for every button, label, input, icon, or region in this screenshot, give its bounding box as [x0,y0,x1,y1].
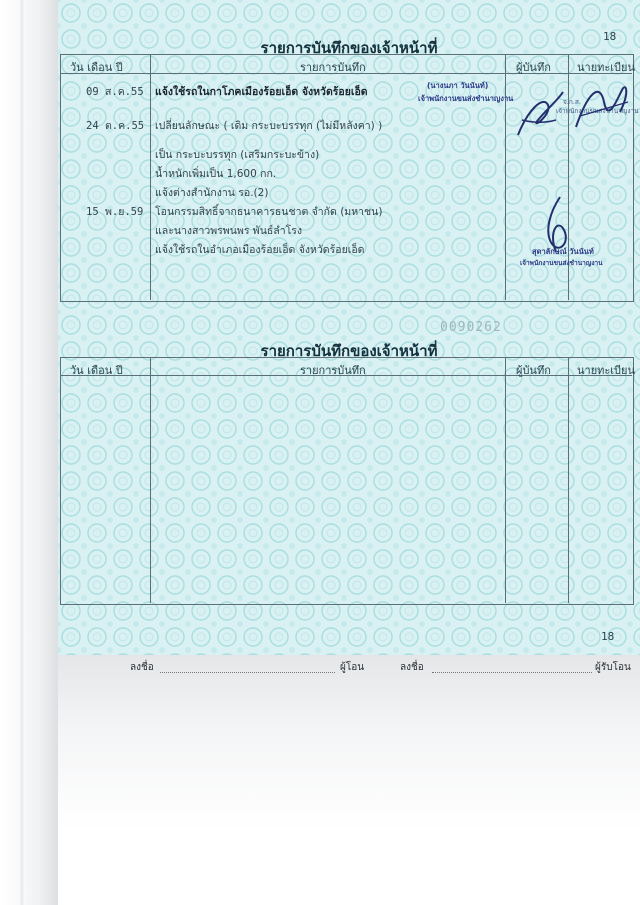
transfer-stamp-title: เจ้าพนักงานขนส่งชำนาญงาน [520,259,603,267]
bottom-col-divider-1 [150,357,151,603]
entry-text: น้ำหนักเพิ่มเป็น 1,600 กก. [155,168,277,180]
entry-date: 24 ต.ค.55 [86,120,145,132]
entry-text: โอนกรรมสิทธิ์จากธนาคารธนชาต จำกัด (มหาชน) [155,206,383,218]
entry-text: เป็น กระบะบรรทุก (เสริมกระบะข้าง) [155,149,320,161]
header-record: รายการบันทึก [300,364,366,377]
top-panel-title: รายการบันทึกของเจ้าหน้าที่ [260,39,438,57]
footer-dotted-line [432,672,592,673]
officer-stamp-title: เจ้าพนักงานขนส่งชำนาญงาน [418,94,514,103]
header-recorder: ผู้บันทึก [516,61,551,74]
entry-date: 15 พ.ย.59 [86,206,144,218]
serial-fragment: 0090262 [440,320,502,335]
entry-text: แจ้งใช้รถในอำเภอเมืองร้อยเอ็ด จังหวัดร้อยเอ็ด [155,244,365,256]
entry-text: เปลี่ยนลักษณะ ( เดิม กระบะบรรทุก (ไม่มีหลังคา) ) [155,120,383,132]
header-recorder: ผู้บันทึก [516,364,551,377]
scan-edge [0,0,62,905]
page-number: 18 [603,30,617,43]
recorder-signature [508,80,568,150]
top-col-divider-1 [150,54,151,300]
header-date: วัน เดือน ปี [70,364,123,377]
bottom-page-number: 18 [601,630,615,643]
registrar-stamp-line1: จ.ก.ส. [563,98,581,106]
officer-stamp-name: (นางนภา วันนันท์) [427,81,489,90]
scan-streak [18,0,26,905]
entry-text: แจ้งใช้รถในกาโภคเมืองร้อยเอ็ด จังหวัดร้อยเอ็ด [155,86,368,98]
entry-date: 09 ส.ค.55 [86,86,144,98]
bottom-record-panel [60,357,634,605]
bottom-panel-title: รายการบันทึกของเจ้าหน้าที่ [260,342,438,360]
header-registrar: นายทะเบียน [577,364,636,377]
footer-dotted-line [160,672,335,673]
entry-text: และนางสาวพรพนพร พันธ์ลำโรง [155,225,303,237]
scan-blank-area [58,655,640,905]
entry-text: แจ้งต่างสำนักงาน รอ.(2) [155,187,269,199]
header-date: วัน เดือน ปี [70,61,123,74]
transfer-stamp-name: สุดาลักษณ์ วันนันท์ [532,247,594,256]
footer-transferor-label: ผู้โอน [340,662,365,673]
footer-sign-label: ลงชื่อ [130,662,154,673]
registrar-stamp-line2: เจ้าพนักงานขนส่งชำนาญงาน [556,107,639,115]
footer-sign-label: ลงชื่อ [400,662,424,673]
header-record: รายการบันทึก [300,61,366,74]
bottom-col-divider-3 [568,357,569,603]
header-registrar: นายทะเบียน [577,61,636,74]
registrar-signature [570,72,634,142]
footer-transferee-label: ผู้รับโอน [595,662,631,673]
bottom-col-divider-2 [505,357,506,603]
top-col-divider-2 [505,54,506,300]
